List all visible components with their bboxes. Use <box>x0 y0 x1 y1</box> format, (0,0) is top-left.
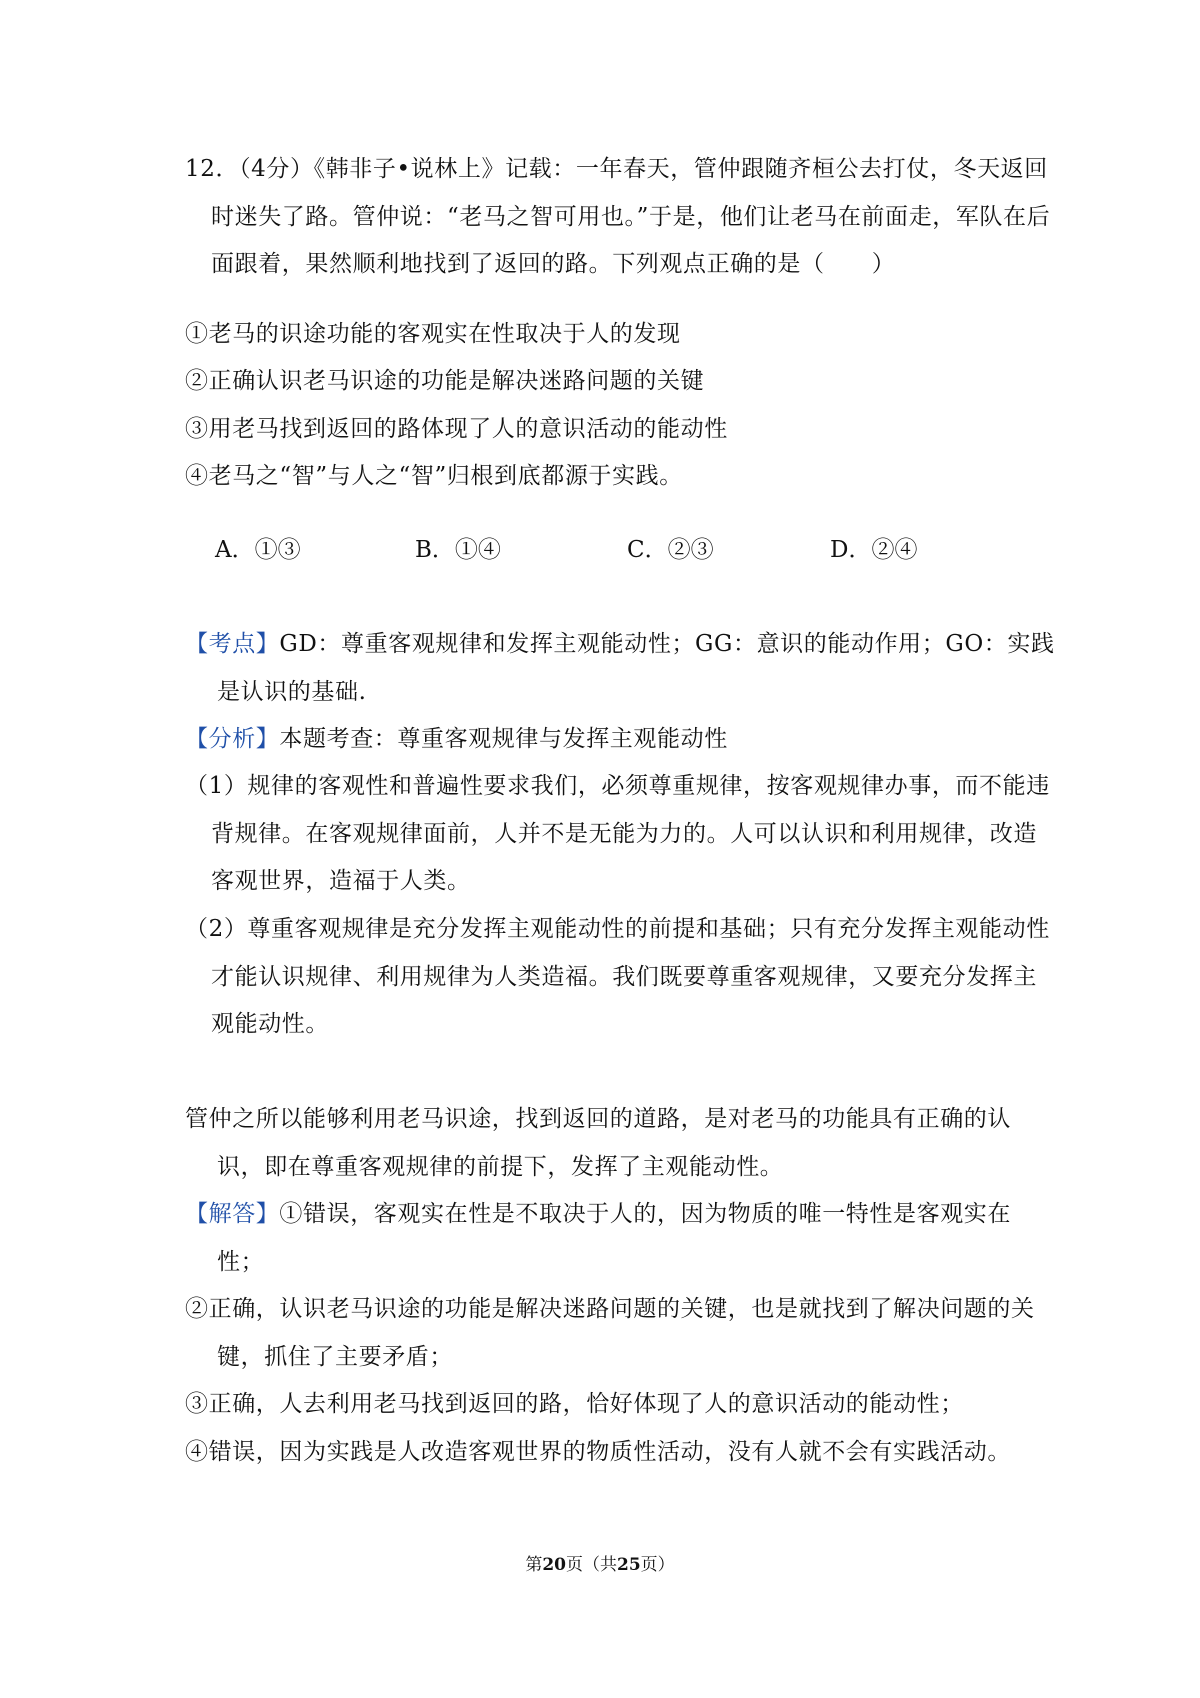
question-stem: 12．（4分）《韩非子•说林上》记载：一年春天，管仲跟随齐桓公去打仗，冬天返回时迷失了路。管仲说：“老马之智可用也。”于是，他们让老马在前面走，军队在后面跟着，果然顺利地找到了返回的路。下列观点正确的是（ ） <box>185 156 1051 277</box>
footer-suffix: 页） <box>640 1555 675 1575</box>
footer-prefix: 第 <box>525 1555 543 1575</box>
jieda-item-4: ④错误，因为实践是人改造客观世界的物质性活动，没有人就不会有实践活动。 <box>185 1439 1011 1465</box>
jieda-item-2: ②正确，认识老马识途的功能是解决迷路问题的关键，也是就找到了解决问题的关键，抓住了主要矛盾； <box>185 1296 1035 1370</box>
statement-2: ②正确认识老马识途的功能是解决迷路问题的关键 <box>185 368 705 394</box>
fenxi-tag: 【分析】 <box>185 726 280 752</box>
page-footer <box>0 1553 1200 1577</box>
option-b: B．①④ <box>415 537 501 563</box>
jieda-section <box>185 1191 1057 1286</box>
option-d: D．②④ <box>830 537 918 563</box>
statement-1: ①老马的识途功能的客观实在性取决于人的发现 <box>185 321 681 347</box>
fenxi-point-2: （2）尊重客观规律是充分发挥主观能动性的前提和基础；只有充分发挥主观能动性才能认识规律、利用规律为人类造福。我们既要尊重客观规律，又要充分发挥主观能动性。 <box>185 916 1050 1037</box>
jieda-first: ①错误，客观实在性是不取决于人的，因为物质的唯一特性是客观实在性； <box>217 1201 1012 1275</box>
kaodian-text: GD：尊重客观规律和发挥主观能动性；GG：意识的能动作用；GO：实践是认识的基础. <box>217 631 1055 705</box>
jieda-tag: 【解答】 <box>185 1201 280 1227</box>
footer-page-number: 20 <box>542 1555 566 1575</box>
statement-3: ③用老马找到返回的路体现了人的意识活动的能动性 <box>185 416 728 442</box>
option-a: A．①③ <box>215 537 301 563</box>
fenxi-summary: 管仲之所以能够利用老马识途，找到返回的道路，是对老马的功能具有正确的认识，即在尊重客观规律的前提下，发挥了主观能动性。 <box>185 1106 1011 1180</box>
kaodian-section <box>185 621 1057 716</box>
fenxi-section <box>185 716 728 764</box>
fenxi-point-1: （1）规律的客观性和普遍性要求我们，必须尊重规律，按客观规律办事，而不能违背规律。在客观规律面前，人并不是无能为力的。人可以认识和利用规律，改造客观世界，造福于人类。 <box>185 773 1050 894</box>
footer-total-pages: 25 <box>617 1555 641 1575</box>
fenxi-text: 本题考查：尊重客观规律与发挥主观能动性 <box>279 726 728 752</box>
kaodian-tag: 【考点】 <box>185 631 280 657</box>
jieda-item-3: ③正确，人去利用老马找到返回的路，恰好体现了人的意识活动的能动性； <box>185 1391 964 1417</box>
statement-4: ④老马之“智”与人之“智”归根到底都源于实践。 <box>185 463 683 489</box>
option-c: C．②③ <box>627 537 714 563</box>
footer-middle: 页（共 <box>566 1555 617 1575</box>
